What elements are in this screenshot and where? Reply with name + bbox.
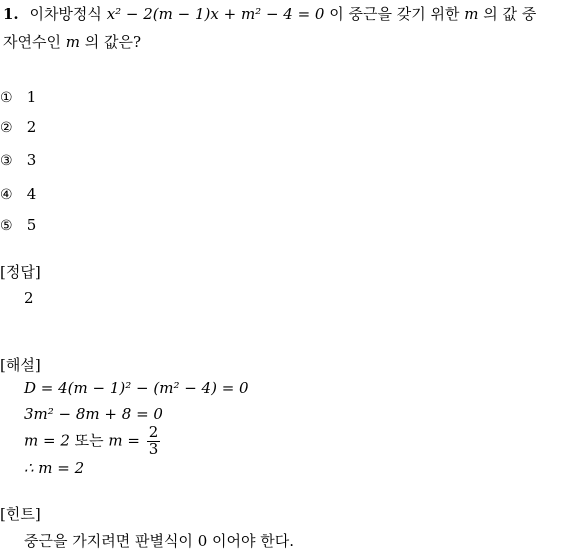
question-equation: x² − 2(m − 1)x + m² − 4 = 0 — [106, 5, 325, 23]
choice-value: 1 — [26, 88, 37, 106]
question-text-pre-2: 자연수인 — [3, 33, 61, 51]
question-number: 1. — [3, 5, 19, 23]
solution-m-equals: m = — [108, 431, 140, 450]
fraction-denominator: 3 — [148, 439, 159, 458]
choice-mark: ② — [0, 120, 13, 136]
answer-heading: [정답] — [0, 263, 41, 281]
solution-line-2: 3m² − 8m + 8 = 0 — [24, 405, 163, 423]
choice-value: 4 — [26, 185, 37, 203]
solution-fraction — [147, 425, 161, 458]
choice-3[interactable] — [0, 151, 36, 169]
choice-value: 2 — [26, 118, 37, 136]
question-line-1 — [3, 3, 536, 24]
fraction-numerator: 2 — [148, 423, 159, 441]
choice-2[interactable] — [0, 118, 36, 136]
solution-or: 또는 — [74, 431, 104, 450]
choice-mark: ③ — [0, 153, 13, 169]
solution-line-3 — [24, 425, 162, 458]
choice-value: 5 — [26, 216, 37, 234]
answer-value: 2 — [24, 289, 34, 307]
choice-4[interactable] — [0, 185, 36, 203]
hint-heading: [힌트] — [0, 505, 41, 523]
hint-text: 중근을 가지려면 판별식이 0 이어야 한다. — [24, 532, 294, 550]
choice-5[interactable] — [0, 216, 36, 234]
question-variable: m — [464, 5, 479, 23]
question-text-post: 이 중근을 갖기 위한 — [329, 5, 460, 23]
solution-heading: [해설] — [0, 356, 41, 374]
choice-mark: ⑤ — [0, 218, 13, 234]
choice-mark: ① — [0, 90, 13, 106]
question-text-pre: 이차방정식 — [29, 5, 102, 23]
choice-mark: ④ — [0, 187, 13, 203]
question-text-end-2: 의 값은? — [84, 33, 142, 51]
solution-line-1: D = 4(m − 1)² − (m² − 4) = 0 — [24, 379, 249, 397]
solution-m-equals-2: m = 2 — [24, 431, 70, 450]
choice-value: 3 — [26, 151, 37, 169]
question-line-2 — [3, 31, 141, 52]
choice-1[interactable] — [0, 88, 36, 106]
solution-conclusion: ∴ m = 2 — [24, 459, 85, 477]
question-text-end: 의 값 중 — [483, 5, 537, 23]
question-variable-2: m — [65, 33, 80, 51]
